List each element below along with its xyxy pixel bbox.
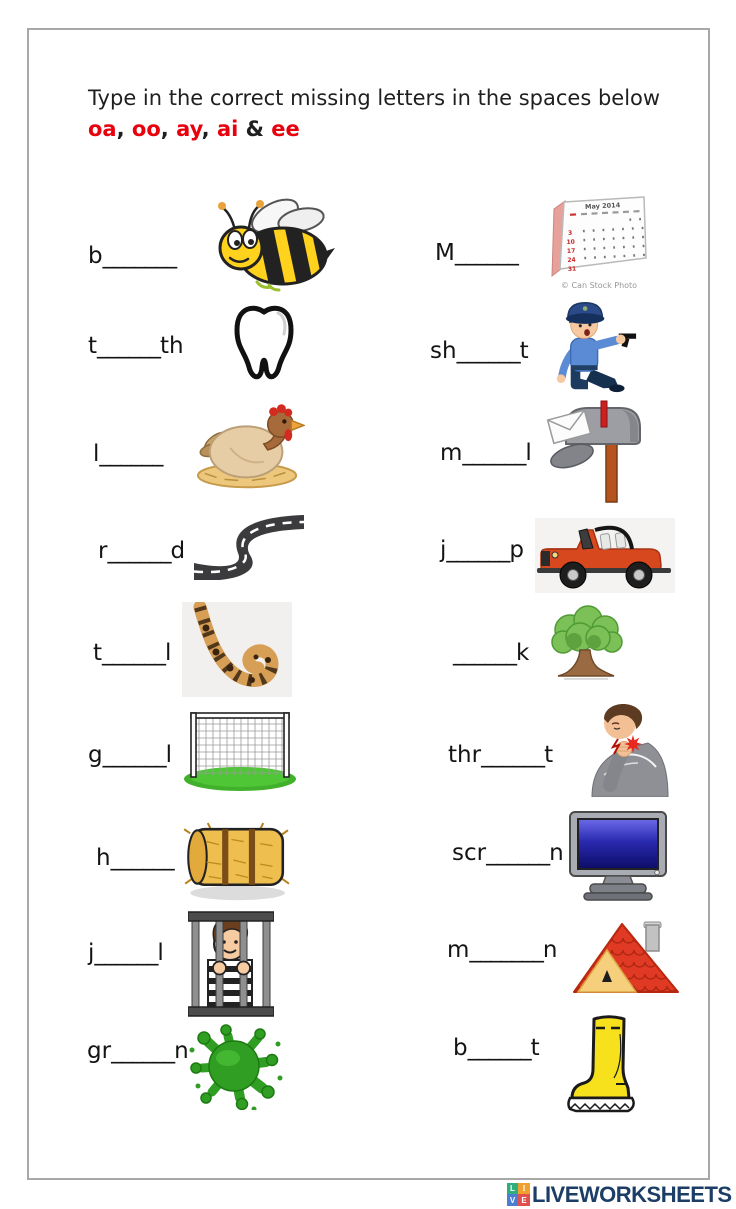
word-prefix: j (440, 537, 447, 563)
answer-blank-tooth[interactable]: ______ (97, 333, 161, 359)
svg-text:3: 3 (567, 229, 573, 237)
screen-image (566, 810, 670, 908)
goal-image (183, 705, 297, 793)
word-green (87, 1038, 189, 1064)
answer-blank-roof[interactable]: _______ (469, 937, 543, 963)
word-jail (88, 940, 164, 966)
word-tooth (88, 333, 184, 359)
svg-text:31: 31 (567, 265, 577, 273)
digraph-oa: oa (88, 117, 117, 141)
word-prefix: l (93, 441, 100, 467)
word-suffix: p (509, 537, 524, 563)
bee-image (205, 190, 335, 298)
word-prefix: g (88, 742, 103, 768)
boot-image (562, 1014, 650, 1116)
separator: & (238, 117, 272, 141)
hen-image (195, 400, 305, 490)
word-throat (448, 742, 553, 768)
splat-image (188, 1022, 284, 1110)
word-suffix: n (549, 840, 564, 866)
word-shoot (430, 338, 529, 364)
roof-image (560, 920, 680, 998)
digraph-ay: ay (176, 117, 202, 141)
word-oak (453, 640, 529, 666)
word-road (98, 538, 185, 564)
answer-blank-jeep[interactable]: ______ (446, 537, 510, 563)
svg-text:24: 24 (567, 256, 576, 264)
jail-image (188, 910, 274, 1018)
digraph-oo: oo (131, 117, 161, 141)
word-suffix: l (157, 940, 164, 966)
separator: , (201, 117, 217, 141)
answer-blank-oak[interactable]: ______ (453, 640, 516, 666)
logo-square-v: V (507, 1194, 518, 1206)
word-screen (452, 840, 564, 866)
answer-blank-road[interactable]: ______ (107, 538, 171, 564)
answer-blank-mail[interactable]: ______ (462, 440, 526, 466)
word-suffix: d (170, 538, 186, 564)
sound-list (88, 117, 300, 141)
word-prefix: thr (448, 742, 482, 768)
answer-blank-throat[interactable]: ______ (481, 742, 545, 768)
digraph-ai: ai (216, 117, 239, 141)
answer-blank-green[interactable]: ______ (111, 1038, 175, 1064)
brand-name: LIVEWORKSHEETS (532, 1182, 732, 1207)
digraph-ee: ee (271, 117, 300, 141)
liveworksheets-logo (507, 1183, 530, 1206)
word-hay (96, 845, 174, 871)
word-prefix: r (98, 538, 108, 564)
word-boot (453, 1035, 540, 1061)
answer-blank-boot[interactable]: ______ (467, 1035, 531, 1061)
word-suffix: l (165, 742, 172, 768)
tooth-image (228, 298, 300, 388)
logo-square-l: L (507, 1183, 518, 1194)
tail-image (182, 602, 292, 697)
word-mail (440, 440, 532, 466)
word-prefix: m (447, 937, 470, 963)
policeman-image (538, 294, 638, 398)
worksheet-title: Type in the correct missing letters in the spaces below (88, 86, 661, 110)
answer-blank-goal[interactable]: ______ (102, 742, 166, 768)
word-prefix: b (453, 1035, 468, 1061)
word-suffix: l (525, 440, 532, 466)
word-suffix: l (165, 640, 172, 666)
svg-text:10: 10 (566, 238, 576, 246)
mailbox-image (542, 398, 656, 504)
svg-text:17: 17 (566, 247, 576, 255)
word-bee (88, 243, 176, 269)
word-tail (93, 640, 171, 666)
word-prefix: h (96, 845, 111, 871)
separator: , (160, 117, 177, 141)
word-suffix: n (174, 1038, 189, 1064)
tree-image (544, 604, 630, 680)
word-suffix: k (516, 640, 530, 666)
hay-image (180, 812, 290, 904)
canstock-caption: © Can Stock Photo (560, 281, 638, 290)
word-prefix: b (88, 243, 103, 269)
word-prefix: M (435, 240, 455, 266)
answer-blank-bee[interactable]: _______ (102, 243, 177, 269)
calendar-image (546, 192, 652, 280)
answer-blank-may[interactable]: ______ (454, 240, 518, 266)
word-goal (88, 742, 172, 768)
logo-square-e: E (518, 1194, 530, 1206)
word-lay (93, 441, 162, 467)
answer-blank-screen[interactable]: ______ (486, 840, 550, 866)
jeep-image (535, 518, 675, 593)
word-jeep (440, 537, 524, 563)
calendar-month-label: May 2014 (584, 201, 621, 211)
word-prefix: gr (87, 1038, 112, 1064)
word-prefix: m (440, 440, 463, 466)
separator: , (116, 117, 132, 141)
answer-blank-hay[interactable]: ______ (110, 845, 174, 871)
answer-blank-tail[interactable]: ______ (102, 640, 166, 666)
word-prefix: t (88, 333, 98, 359)
throat-image (574, 697, 670, 797)
word-prefix: scr (452, 840, 487, 866)
word-prefix: sh (430, 338, 457, 364)
word-suffix: t (544, 742, 554, 768)
answer-blank-lay[interactable]: ______ (99, 441, 163, 467)
answer-blank-shoot[interactable]: ______ (456, 338, 520, 364)
logo-square-i: I (518, 1183, 530, 1194)
word-suffix: th (160, 333, 184, 359)
word-suffix: t (519, 338, 529, 364)
word-roof (447, 937, 557, 963)
road-image (192, 505, 304, 580)
word-prefix: j (88, 940, 95, 966)
word-suffix: t (530, 1035, 540, 1061)
word-prefix: t (93, 640, 103, 666)
word-suffix: n (542, 937, 558, 963)
word-may (435, 240, 518, 266)
answer-blank-jail[interactable]: ______ (94, 940, 158, 966)
